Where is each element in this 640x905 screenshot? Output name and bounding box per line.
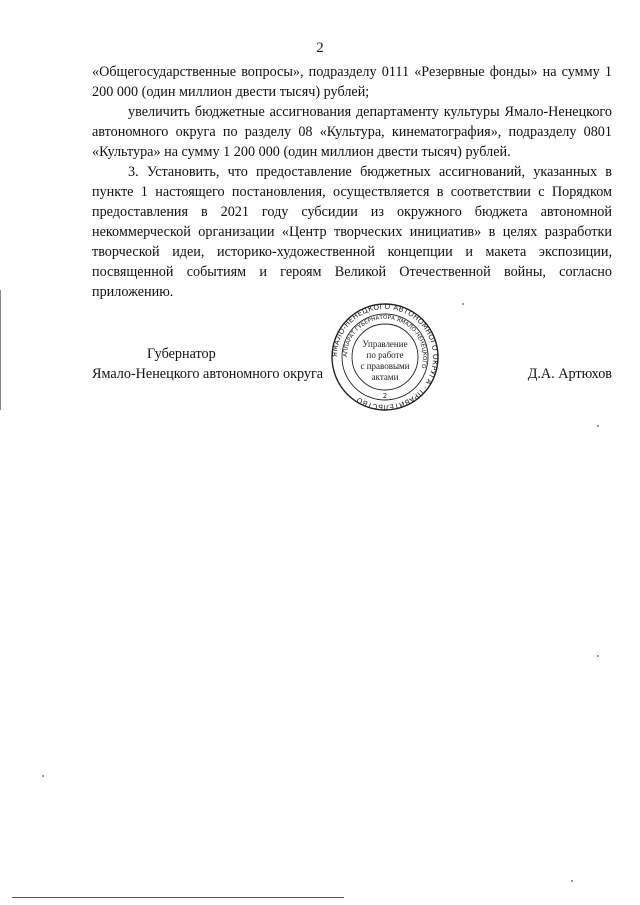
signatory-region: Ямало-Ненецкого автономного округа [92, 366, 324, 382]
stamp-center-text [357, 339, 413, 383]
stamp-inner-line: по работе [366, 350, 404, 360]
page-number: 2 [316, 40, 324, 56]
scan-speck [571, 880, 573, 882]
stamp-inner-line: Управление [362, 339, 408, 349]
scan-speck [462, 303, 464, 305]
footer-rule [12, 897, 344, 898]
paragraph-item-3: 3. Установить, что предоставление бюджетных ассигнований, указанных в пункте 1 настоящего постановления, осуществляется в соответствии с Порядком предоставления в 2021 году субсидии из окружного бюджета автономной некоммерческой организации «Центр творческих инициатив» в целях разработки творческой идеи, историко-художественной концепции и макета экспозиции, посвященной событиям и героям Великой Отечественной войны, согласно приложению. [92, 164, 612, 300]
scan-speck [42, 775, 44, 777]
stamp-number: 2 [382, 392, 388, 400]
signatory-name: Д.А. Артюхов [527, 366, 612, 382]
paragraph-increase-allocations: увеличить бюджетные ассигнования департаменту культуры Ямало-Ненецкого автономного округа по разделу 08 «Культура, кинематография», подразделу 0801 «Культура» на сумму 1 200 000 (один миллион двести тысяч) рублей. [92, 104, 612, 160]
scan-speck [597, 425, 599, 427]
scan-speck [597, 655, 599, 657]
signatory-title: Губернатор [147, 346, 216, 362]
stamp-outer-text: ЯМАЛО-НЕНЕЦКОГО АВТОНОМНОГО ОКРУГА · ПРАВИТЕЛЬСТВО [330, 302, 440, 412]
stamp-middle-text: АППАРАТ ГУБЕРНАТОРА ЯМАЛО-НЕНЕЦКОГО [342, 314, 428, 369]
scan-edge-mark [0, 290, 1, 410]
document-body [92, 62, 612, 302]
stamp-inner-line: актами [371, 372, 399, 382]
paragraph-continuation: «Общегосударственные вопросы», подразделу 0111 «Резервные фонды» на сумму 1 200 000 (один миллион двести тысяч) рублей; [92, 64, 612, 100]
stamp-inner-line: с правовыми [360, 361, 410, 371]
